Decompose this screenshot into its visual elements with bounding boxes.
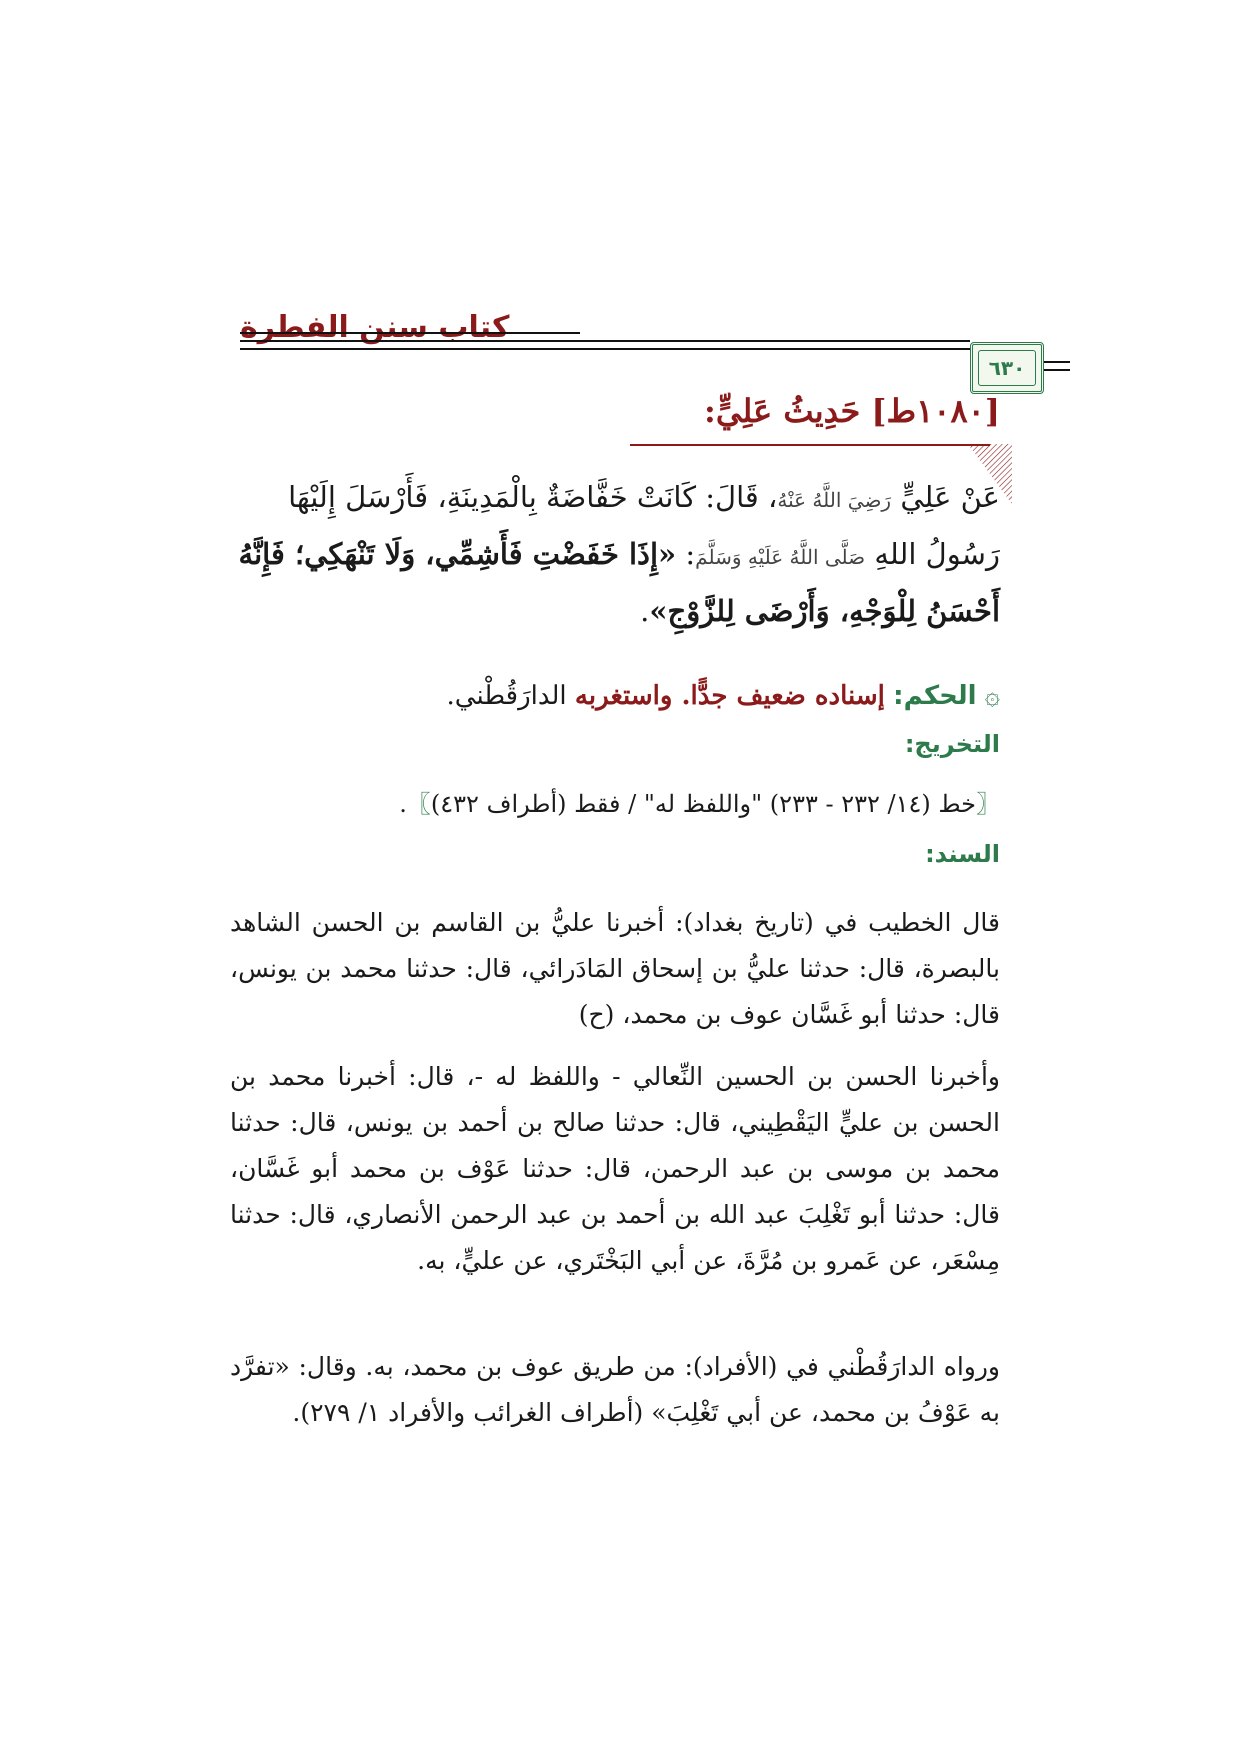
- header-rule-top: [240, 340, 970, 342]
- close-bracket-icon: 〗: [406, 790, 431, 818]
- matn-intro: عَنْ عَلِيٍّ: [900, 480, 1000, 514]
- takhrij-label: التخريج:: [904, 730, 1000, 758]
- header-rule-under-title: [240, 332, 580, 334]
- sanad-paragraph-2: وأخبرنا الحسن بن الحسين النِّعالي - واللفظ له -، قال: أخبرنا محمد بن الحسن بن عليٍّ اليَقْطِيني، قال: حدثنا صالح بن أحمد بن يونس، قال: حدثنا محمد بن موسى بن عبد الرحمن، قال: حدثنا عَوْف بن محمد أبو غَسَّان، قال: حدثنا أبو تَغْلِبَ عبد الله بن أحمد بن عبد الرحمن الأنصاري، قال: حدثنا مِسْعَر، عن عَمرو بن مُرَّةَ، عن أبي البَخْتَري، عن عليٍّ، به.: [230, 1062, 1000, 1275]
- ruling-tail: الدارَقُطْني.: [446, 681, 567, 711]
- prophetic-quote: «إِذَا خَفَضْتِ فَأَشِمِّي، وَلَا تَنْهَكِي؛ فَإِنَّهُ أَحْسَنُ لِلْوَجْهِ، وَأَرْضَى لِلزَّوْجِ»: [238, 537, 1000, 628]
- matn-part-1: ، قَالَ: كَانَتْ خَفَّاضَةٌ بِالْمَدِينَةِ، فَأَرْسَلَ إِلَيْهَا رَسُولُ اللهِ: [288, 480, 1000, 571]
- matn-end: .: [640, 594, 650, 628]
- takhrij-text: خط (١٤/ ٢٣٢ - ٢٣٣) "واللفظ له" / فقط (أطراف ٤٣٢): [430, 790, 976, 818]
- hadith-heading: [300, 392, 1000, 430]
- ruling-text: إسناده ضعيف جدًّا. واستغربه: [574, 681, 885, 711]
- honorific-salawat: صَلَّى اللَّهُ عَلَيْهِ وَسَلَّمَ: [695, 545, 866, 569]
- header-rule-right-bottom: [1040, 369, 1070, 371]
- hadith-title: حَدِيثُ عَلِيٍّ:: [704, 392, 861, 430]
- sanad-paragraph-3: ورواه الدارَقُطْني في (الأفراد): من طريق عوف بن محمد، به. وقال: «تفرَّد به عَوْفُ بن محمد، عن أبي تَغْلِبَ» (أطراف الغرائب والأفراد ١/ ٢٧٩).: [230, 1352, 1000, 1427]
- book-title: كتاب سنن الفطرة: [240, 310, 510, 345]
- ruling-ornament-icon: ۞: [984, 681, 1000, 711]
- ruling-line: [230, 676, 1000, 716]
- matn-colon: :: [676, 537, 696, 571]
- takhrij-end: .: [399, 790, 407, 818]
- hadith-number: [١٠٨٠ط]: [871, 392, 1000, 430]
- header-rule-bottom: [240, 348, 970, 350]
- sanad-paragraph-1: قال الخطيب في (تاريخ بغداد): أخبرنا عليُّ بن القاسم بن الحسن الشاهد بالبصرة، قال: حدثنا عليُّ بن إسحاق المَادَرائي، قال: حدثنا محمد بن يونس، قال: حدثنا أبو غَسَّان عوف بن محمد، (ح): [230, 908, 1000, 1029]
- hadith-text: [230, 470, 1000, 638]
- header-rule-right-top: [1040, 361, 1070, 363]
- page-number: ٦٣٠: [978, 350, 1036, 386]
- honorific-radiallahu: رَضِيَ اللَّهُ عَنْهُ: [777, 488, 892, 512]
- takhrij-line: [230, 784, 1000, 824]
- open-bracket-icon: 〖: [976, 790, 1000, 818]
- sanad-label: السند:: [925, 840, 1000, 868]
- heading-divider: [630, 444, 990, 446]
- page-number-frame: [970, 342, 1044, 394]
- ruling-label: الحكم:: [893, 681, 977, 711]
